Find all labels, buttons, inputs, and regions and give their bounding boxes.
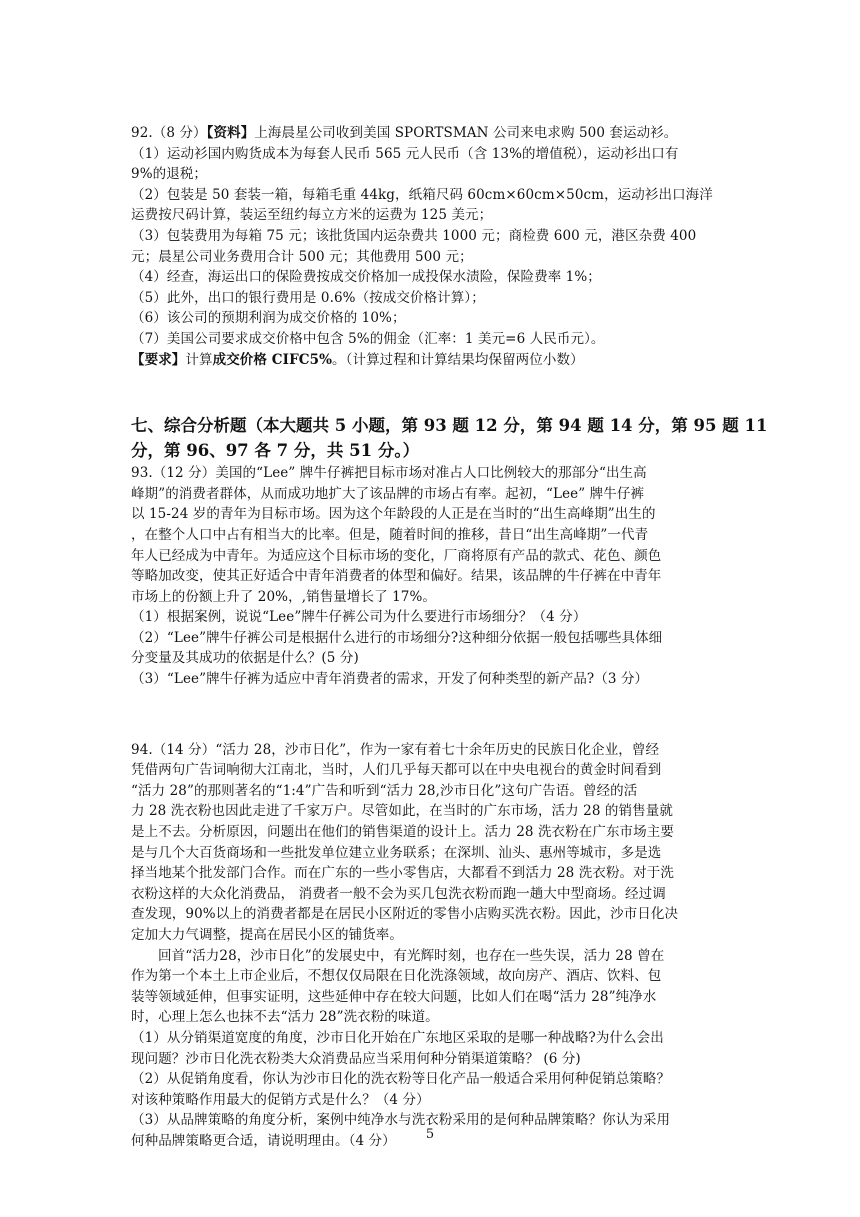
q92-line: 运费按尺码计算，装运至纽约每立方米的运费为 125 美元； [131, 207, 493, 224]
q94-line: 时，心理上怎么也抹不去“活力 28”洗衣粉的味道。 [131, 1009, 439, 1026]
q94-line: 装等领域延伸，但事实证明，这些延伸中存在较大问题，比如人们在喝“活力 28”纯净水 [131, 988, 657, 1005]
q93-subquestion: 分变量及其成功的依据是什么？(5 分) [131, 650, 359, 667]
q94-line: 凭借两句广告词响彻大江南北，当时，人们几乎每天都可以在中央电视台的黄金时间看到 [131, 762, 662, 779]
q93-line: ，在整个人口中占有相当大的比率。但是，随着时间的推移，昔日“出生高峰期”一代青 [131, 526, 649, 543]
q93-line: 93.（12 分）美国的“Lee” 牌牛仔裤把目标市场对准占人口比例较大的那部分“出生高 [131, 465, 647, 482]
question-92 [131, 123, 731, 370]
q92-line: （2）包装是 50 套装一箱，每箱毛重 44kg，纸箱尺码 60cm×60cm×50cm，运动衫出口海洋 [131, 186, 713, 203]
q92-requirement-target: 成交价格 CIFC5% [212, 351, 333, 368]
q92-heading-text: 上海晨星公司收到美国 SPORTSMAN 公司来电求购 500 套运动衫。 [254, 125, 678, 141]
q94-line: 查发现，90%以上的消费者都是在居民小区附近的零售小店购买洗衣粉。因此，沙市日化决 [131, 906, 679, 923]
q92-heading [131, 123, 731, 144]
q92-material-tag: 【资料】 [206, 125, 255, 141]
section-title-line: 七、综合分析题（本大题共 5 小题，第 93 题 12 分，第 94 题 14 分，第 95 题 11 [131, 416, 768, 436]
q92-requirement [131, 350, 731, 371]
q94-line: “活力 28”的那则著名的“1:4”广告和听到“活力 28,沙市日化”这句广告语。曾经的活 [131, 782, 638, 799]
page-number: 5 [425, 1127, 435, 1142]
q92-requirement-note: 。（计算过程和计算结果均保留两位小数） [332, 351, 584, 368]
q93-line: 峰期”的消费者群体，从而成功地扩大了该品牌的市场占有率。起初，“Lee” 牌牛仔裤 [131, 485, 645, 502]
q94-subquestion: （3）从品牌策略的角度分析，案例中纯净水与洗衣粉采用的是何种品牌策略？你认为采用 [131, 1112, 671, 1129]
q94-line: 是与几个大百货商场和一些批发单位建立业务联系；在深圳、汕头、惠州等城市，多是选 [131, 844, 662, 861]
question-93 [131, 463, 731, 690]
q92-line: 元；晨星公司业务费用合计 500 元；其他费用 500 元； [131, 248, 473, 265]
q92-number: 92.（8 分） [131, 125, 207, 141]
q93-line: 等略加改变，使其正好适合中青年消费者的体型和偏好。结果，该品牌的牛仔裤在中青年 [131, 568, 662, 585]
q92-requirement-verb: 计算 [185, 351, 213, 368]
q94-subquestion: （1）从分销渠道宽度的角度，沙市日化开始在广东地区采取的是哪一种战略?为什么会出 [131, 1029, 664, 1046]
page-content [131, 123, 768, 1152]
question-94 [131, 740, 731, 1152]
q94-line: 力 28 洗衣粉也因此走进了千家万户。尽管如此，在当时的广东市场，活力 28 的销售量就 [131, 803, 673, 820]
section-title-line: 分，第 96、97 各 7 分，共 51 分。） [131, 440, 420, 460]
q94-line: 94.（14 分）“活力 28，沙市日化”，作为一家有着七十余年历史的民族日化企业，曾经 [131, 741, 660, 758]
q94-subquestion: 对该种策略作用最大的促销方式是什么？（4 分） [131, 1091, 430, 1108]
spacer [131, 370, 731, 414]
q92-line: 9%的退税； [131, 166, 208, 183]
q93-subquestion: （3）“Lee”牌牛仔裤为适应中青年消费者的需求，开发了何种类型的新产品?（3 分） [131, 671, 649, 688]
q94-line: 作为第一个本土上市企业后，不想仅仅局限在日化洗涤领域，故向房产、酒店、饮料、包 [131, 968, 662, 985]
q94-subquestion: （2）从促销角度看，你认为沙市日化的洗衣粉等日化产品一般适合采用何种促销总策略？ [131, 1071, 671, 1088]
q92-line: （3）包装费用为每箱 75 元；该批货国内运杂费共 1000 元；商检费 600 元，港区杂费 400 [131, 227, 697, 244]
q94-paragraph-2-start: 回首“活力28，沙市日化”的发展史中，有光辉时刻，也存在一些失误，活力 28 曾在 [158, 947, 665, 964]
q94-line: 是上不去。分析原因，问题出在他们的销售渠道的设计上。活力 28 洗衣粉在广东市场主要 [131, 824, 674, 841]
q92-line: （7）美国公司要求成交价格中包含 5%的佣金（汇率：1 美元=6 人民币元）。 [131, 330, 605, 347]
q94-line: 衣粉这样的大众化消费品， 消费者一般不会为买几包洗衣粉而跑一趟大中型商场。经过调 [131, 885, 666, 902]
q94-subquestion: 现问题？沙市日化洗衣粉类大众消费品应当采用何种分销渠道策略？ (6 分) [131, 1050, 581, 1067]
q93-line: 市场上的份额上升了 20%，,销售量增长了 17%。 [131, 588, 436, 605]
q94-subquestion: 何种品牌策略更合适，请说明理由。（4 分） [131, 1132, 396, 1149]
q92-line: （5）此外，出口的银行费用是 0.6%（按成交价格计算）； [131, 289, 485, 306]
q92-line: （4）经查，海运出口的保险费按成交价格加一成投保水渍险，保险费率 1%； [131, 269, 601, 286]
q93-subquestion: （1）根据案例，说说“Lee”牌牛仔裤公司为什么要进行市场细分？（4 分） [131, 609, 587, 626]
q92-requirement-tag: 【要求】 [131, 351, 186, 368]
section-7-heading [131, 414, 768, 463]
q93-subquestion: （2）“Lee”牌牛仔裤公司是根据什么进行的市场细分?这种细分依据一般包括哪些具体细 [131, 629, 663, 646]
q93-line: 年人已经成为中青年。为适应这个目标市场的变化，厂商将原有产品的款式、花色、颜色 [131, 547, 662, 564]
q94-line: 择当地某个批发部门合作。而在广东的一些小零售店，大都看不到活力 28 洗衣粉。对于洗 [131, 865, 674, 882]
q93-line: 以 15-24 岁的青年为目标市场。因为这个年龄段的人正是在当时的“出生高峰期”出生的 [131, 506, 656, 523]
q92-line: （6）该公司的预期利润为成交价格的 10%； [131, 310, 406, 327]
spacer [131, 690, 731, 740]
q94-line: 定加大力气调整，提高在居民小区的铺货率。 [131, 927, 403, 943]
q92-line: （1）运动衫国内购货成本为每套人民币 565 元人民币（含 13%的增值税），运动衫出口有 [131, 145, 679, 162]
